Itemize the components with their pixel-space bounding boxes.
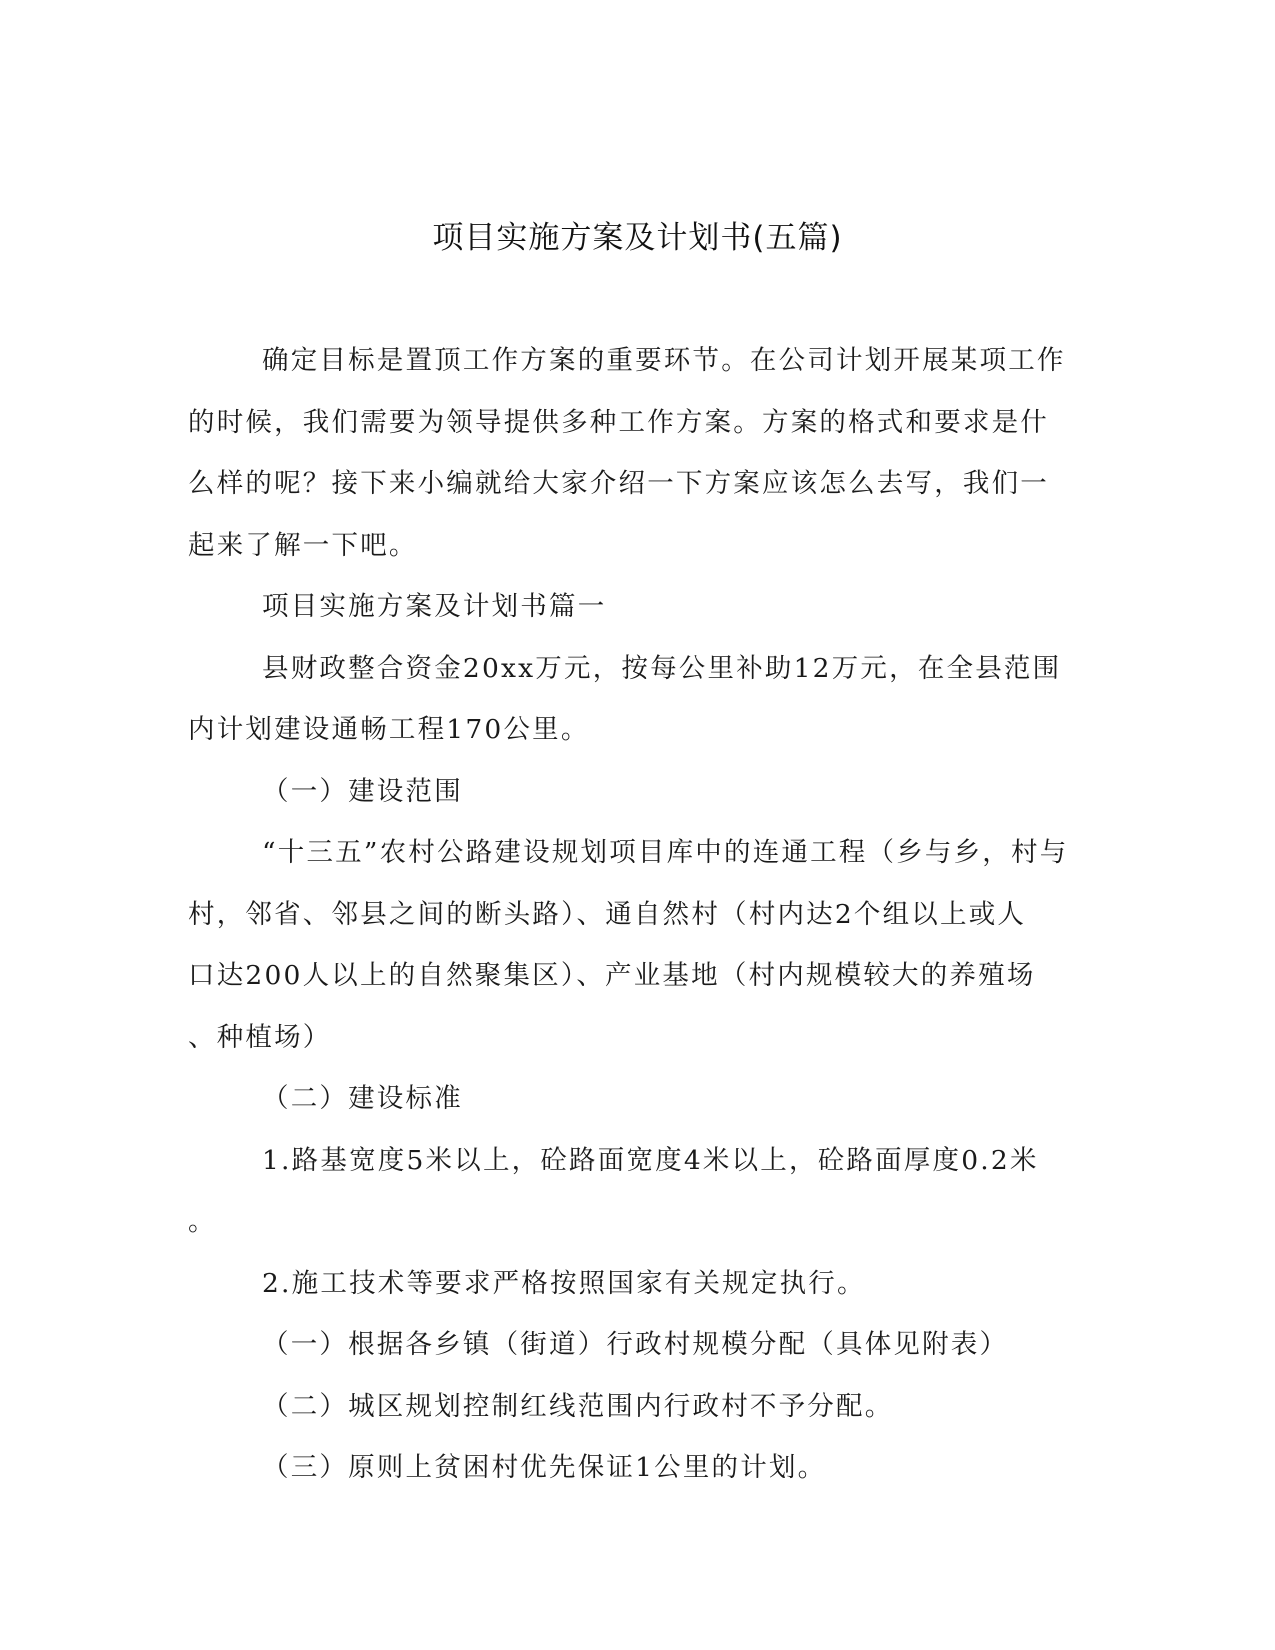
paragraph-line: 、种植场） xyxy=(188,1021,332,1053)
paragraph-line: （三）原则上贫困村优先保证1公里的计划。 xyxy=(262,1452,827,1483)
section-heading: 项目实施方案及计划书篇一 xyxy=(262,591,607,622)
paragraph-line: 么样的呢？接下来小编就给大家介绍一下方案应该怎么去写，我们一 xyxy=(188,468,1049,499)
paragraph-line: 的时候，我们需要为领导提供多种工作方案。方案的格式和要求是什 xyxy=(188,406,1049,438)
paragraph-line: 县财政整合资金20xx万元，按每公里补助12万元，在全县范围 xyxy=(262,652,1062,684)
document-title: 项目实施方案及计划书(五篇) xyxy=(432,220,843,256)
paragraph-line: 2.施工技术等要求严格按照国家有关规定执行。 xyxy=(262,1267,866,1299)
paragraph-line: 内计划建设通畅工程170公里。 xyxy=(188,714,590,745)
paragraph-line: 确定目标是置顶工作方案的重要环节。在公司计划开展某项工作 xyxy=(262,345,1066,376)
subsection-heading: （一）建设范围 xyxy=(262,775,463,807)
paragraph-line: 村，邻省、邻县之间的断头路）、通自然村（村内达2个组以上或人 xyxy=(188,898,1027,930)
paragraph-line: 1.路基宽度5米以上，砼路面宽度4米以上，砼路面厚度0.2米 xyxy=(262,1144,1039,1176)
paragraph-line: 起来了解一下吧。 xyxy=(188,529,418,561)
paragraph-line: 。 xyxy=(188,1206,217,1237)
paragraph-line: 口达200人以上的自然聚集区）、产业基地（村内规模较大的养殖场 xyxy=(188,960,1036,991)
paragraph-line: “十三五”农村公路建设规划项目库中的连通工程（乡与乡，村与 xyxy=(262,837,1069,868)
subsection-heading: （二）建设标准 xyxy=(262,1083,463,1114)
document-body xyxy=(188,330,1078,1499)
paragraph-line: （一）根据各乡镇（街道）行政村规模分配（具体见附表） xyxy=(262,1329,1009,1360)
paragraph-line: （二）城区规划控制红线范围内行政村不予分配。 xyxy=(262,1390,894,1422)
